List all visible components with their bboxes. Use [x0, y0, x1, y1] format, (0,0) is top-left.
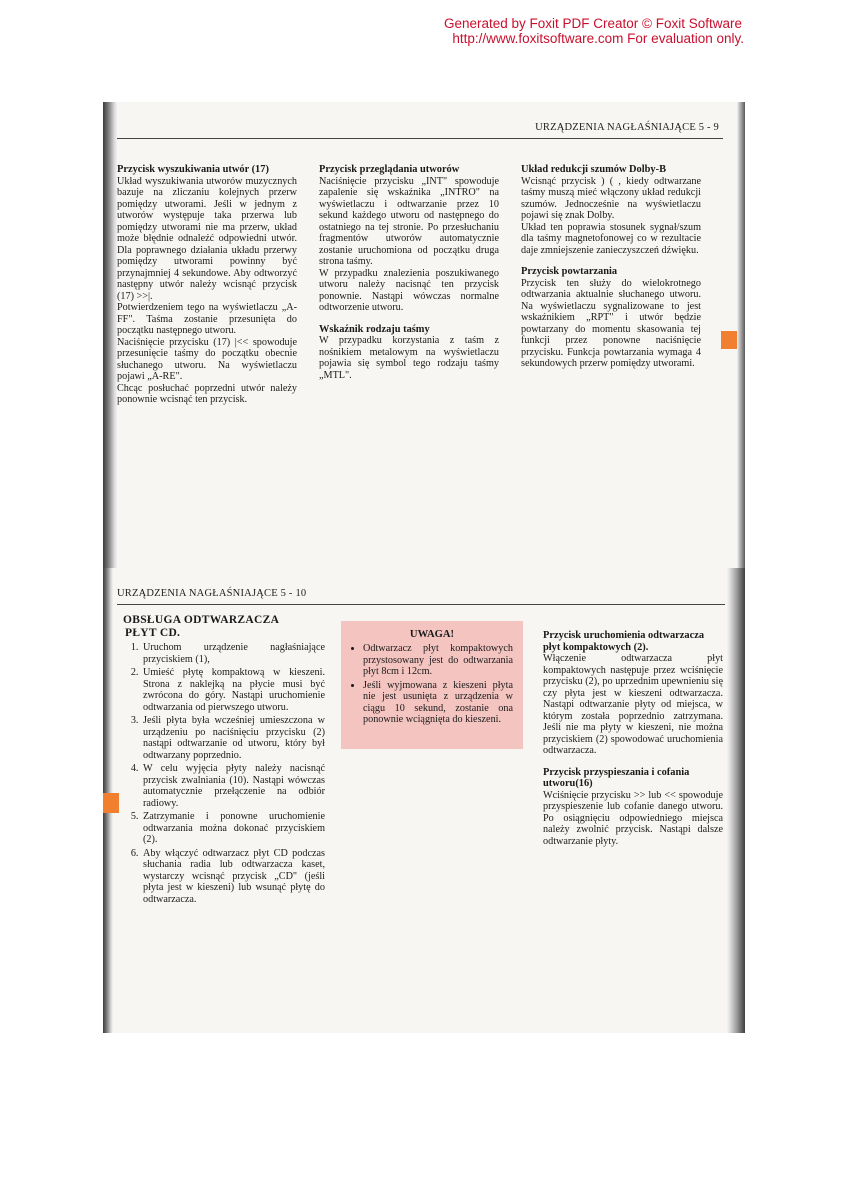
- warning-title: UWAGA!: [409, 629, 455, 640]
- list-item: • Odtwarzacz płyt kompaktowych przystosowany jest do odtwarzania płyt 8cm i 12cm.: [363, 643, 513, 678]
- warning-list: [351, 643, 513, 726]
- scanned-page-5-10: [103, 568, 745, 1033]
- header-rule: [117, 138, 723, 139]
- section-tab-marker: [103, 793, 119, 813]
- binding-shadow-left: [103, 102, 117, 568]
- section-heading: Przycisk powtarzania: [521, 266, 618, 277]
- watermark-line2: http://www.foxitsoftware.com For evaluation only.: [452, 31, 744, 46]
- paragraph: Chcąc posłuchać poprzedni utwór należy ponownie wcisnąć ten przycisk.: [117, 382, 297, 405]
- section-heading: OBSŁUGA ODTWARZACZA: [123, 614, 280, 626]
- binding-shadow-right: [727, 568, 745, 1033]
- column-1: [117, 164, 297, 406]
- scanned-page-5-9: [103, 102, 745, 568]
- paragraph: Układ ten poprawia stosunek sygnał/szum dla taśmy magnetofonowej co w rezultacie daje zmniejszenie zanieczyszczeń dźwięku.: [521, 221, 701, 256]
- list-item: 3. Jeśli płyta była wcześniej umieszczona w urządzeniu po naciśnięciu przycisku (2) nastąpi odtwarzanie od utworu, który był odtwarzany poprzednio.: [141, 715, 325, 761]
- column-1: [123, 614, 325, 907]
- column-3: [543, 630, 723, 857]
- running-header: URZĄDZENIA NAGŁAŚNIAJĄCE 5 - 10: [117, 588, 307, 599]
- foxit-watermark: [342, 16, 742, 46]
- section-heading: Wskaźnik rodzaju taśmy: [319, 323, 430, 335]
- list-item: • Jeśli wyjmowana z kieszeni płyta nie jest usunięta z urządzenia w ciągu 10 sekund, zostanie ona ponownie wciągnięta do kieszeni.: [363, 680, 513, 726]
- list-item: 5. Zatrzymanie i ponowne uruchomienie odtwarzania można dokonać przyciskiem (2).: [141, 811, 325, 846]
- paragraph: Przycisk ten służy do wielokrotnego odtwarzania aktualnie słuchanego utworu. Na wyświetlaczu sygnalizowane to jest wskaźnikiem „RPT" i utwór będzie powtarzany do momentu skasowania tej funkcji przez ponowne naciśnięcie przycisku. Funkcja powtarzania wymaga 4 sekundowych przerw pomiędzy utworami.: [521, 277, 701, 369]
- paragraph: Wciśnięcie przycisku >> lub << spowoduje przyspieszenie lub cofanie danego utworu. Po osiągnięciu odpowiedniego miejsca należy zwolnić przycisk. Nastąpi dalsze odtwarzanie płyty.: [543, 789, 723, 847]
- list-item: 6. Aby włączyć odtwarzacz płyt CD podczas słuchania radia lub odtwarzacza kaset, wystarczy wcisnąć przycisk „CD" (jeśli płyta jest w kieszeni) lub wsunąć płytę do odtwarzacza.: [141, 848, 325, 906]
- watermark-line1: Generated by Foxit PDF Creator © Foxit Software: [443, 16, 742, 31]
- paragraph: Wcisnąć przycisk ) ( , kiedy odtwarzane taśmy muszą mieć włączony układ redukcji szumów. Jednocześnie na wyświetlaczu pojawi się znak Dolby.: [521, 175, 701, 221]
- list-item: 2. Umieść płytę kompaktową w kieszeni. Strona z naklejką na płycie musi być zwrócona do góry. Nastąpi uruchomienie odtwarzania od pierwszego utworu.: [141, 667, 325, 713]
- list-item: 4. W celu wyjęcia płyty należy nacisnąć przycisk zwalniania (10). Nastąpi wówczas automatycznie przełączenie na odbiór radiowy.: [141, 763, 325, 809]
- paragraph: Naciśnięcie przycisku „INT" spowoduje zapalenie się wskaźnika „INTRO" na wyświetlaczu i odtwarzanie przez 10 sekund każdego utworu od następnego do ostatniego na tej stronie. Po przesłuchaniu fragmentów utworów automatycznie zostanie uruchomiona od początku druga strona taśmy.: [319, 175, 499, 267]
- paragraph: Naciśnięcie przycisku (17) |<< spowoduje przesunięcie taśmy do początku obecnie słuchanego utworu. Na wyświetlaczu pojawi „A-RE".: [117, 336, 297, 382]
- paragraph: W przypadku znalezienia poszukiwanego utworu należy nacisnąć ten przycisk ponownie. Nastąpi wówczas normalne odtworzenie utworu.: [319, 267, 499, 313]
- page-edge-right: [737, 102, 745, 568]
- paragraph: Włączenie odtwarzacza płyt kompaktowych następuje przez wciśnięcie przycisku (2), po uprzednim upewnieniu się czy płyta jest w kieszeni odtwarzacza. Nastąpi odtwarzanie płyty od miejsca, w którym została poprzednio zatrzymana. Jeśli nie ma płyty w kieszeni, nie można przyciskiem (2) spowodować uruchomienia odtwarzacza.: [543, 653, 723, 756]
- warning-box: [341, 621, 523, 749]
- section-heading: Przycisk przeglądania utworów: [319, 164, 460, 175]
- column-2: [319, 164, 499, 391]
- running-header: URZĄDZENIA NAGŁAŚNIAJĄCE 5 - 9: [535, 122, 719, 133]
- section-tab-marker: [721, 331, 737, 349]
- section-heading: Układ redukcji szumów Dolby-B: [521, 164, 667, 175]
- column-3: [521, 164, 701, 380]
- header-rule: [117, 604, 725, 605]
- paragraph: W przypadku korzystania z taśm z nośnikiem metalowym na wyświetlaczu pojawia się symbol tego rodzaju taśmy „MTL".: [319, 335, 499, 381]
- section-heading-line2: PŁYT CD.: [125, 627, 181, 639]
- section-heading: Przycisk przyspieszania i cofania utworu(16): [543, 766, 690, 789]
- list-item: 1. Uruchom urządzenie nagłaśniające przyciskiem (1),: [141, 642, 325, 665]
- section-heading: Przycisk wyszukiwania utwór (17): [117, 164, 269, 175]
- section-heading: Przycisk uruchomienia odtwarzacza płyt kompaktowych (2).: [543, 630, 705, 653]
- paragraph: Potwierdzeniem tego na wyświetlaczu „A-FF". Taśma zostanie przesunięta do początku następnego utworu.: [117, 302, 297, 336]
- steps-list: [123, 642, 325, 905]
- paragraph: Układ wyszukiwania utworów muzycznych bazuje na zliczaniu kolejnych przerw pomiędzy utworami. Jeśli w jednym z utworów występuje taka przerwa lub pomiędzy utworami nie ma przerw, układ może błędnie odnaleźć odpowiedni utwór. Dla poprawnego działania układu przerwy pomiędzy utworami powinny być przynajmniej 4 sekundowe. Aby odtworzyć następny utwór należy wcisnąć przycisk (17) >>|.: [117, 175, 297, 302]
